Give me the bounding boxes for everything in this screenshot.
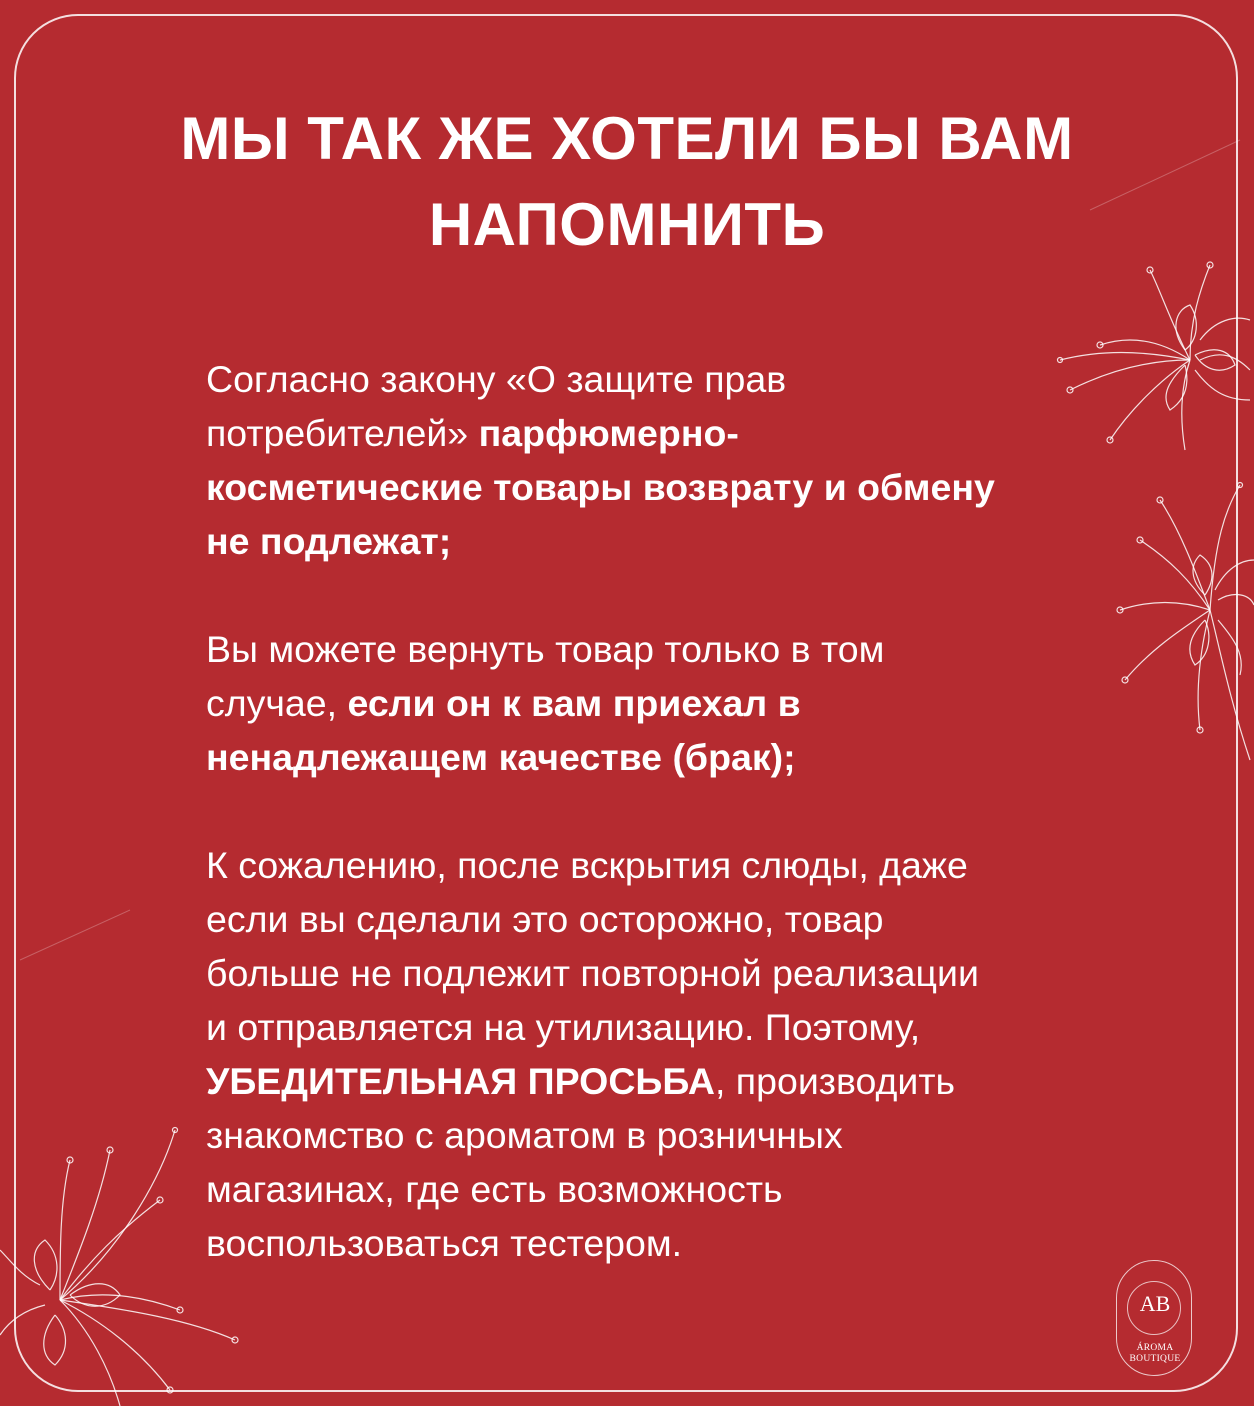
- title-line-2: НАПОМНИТЬ: [428, 191, 826, 258]
- logo-brand-name: [1117, 1343, 1193, 1365]
- paragraph-law-bold: парфюмерно-косметические товары возврату и обмену не подлежат;: [206, 412, 995, 562]
- paragraph-law-text: Согласно закону «О защите прав потребителей»: [206, 358, 787, 454]
- paragraph-law: [206, 352, 1006, 568]
- title-line-1: МЫ ТАК ЖЕ ХОТЕЛИ БЫ ВАМ: [180, 105, 1074, 172]
- paragraph-request-text-start: К сожалению, после вскрытия слюды, даже если вы сделали это осторожно, товар больше не подлежит повторной реализации и отправляется на утилизацию. Поэтому,: [206, 844, 979, 1048]
- main-text: [206, 352, 1006, 1270]
- paragraph-return: [206, 622, 1006, 784]
- logo-monogram: AB: [1139, 1291, 1171, 1316]
- paragraph-request-text-end: , производить знакомство с ароматом в розничных магазинах, где есть возможность воспользоваться тестером.: [206, 1060, 956, 1264]
- paragraph-request: [206, 838, 1006, 1270]
- paragraph-return-text: Вы можете вернуть товар только в том случае,: [206, 628, 885, 724]
- logo-brand-line-2: BOUTIQUE: [1129, 1354, 1181, 1364]
- brand-logo: [1116, 1260, 1192, 1376]
- logo-brand-line-1: ÁROMA: [1136, 1343, 1174, 1353]
- paragraph-return-bold: если он к вам приехал в ненадлежащем качестве (брак);: [206, 682, 801, 778]
- page-title: [0, 96, 1254, 268]
- paragraph-request-bold: УБЕДИТЕЛЬНАЯ ПРОСЬБА: [206, 1060, 715, 1102]
